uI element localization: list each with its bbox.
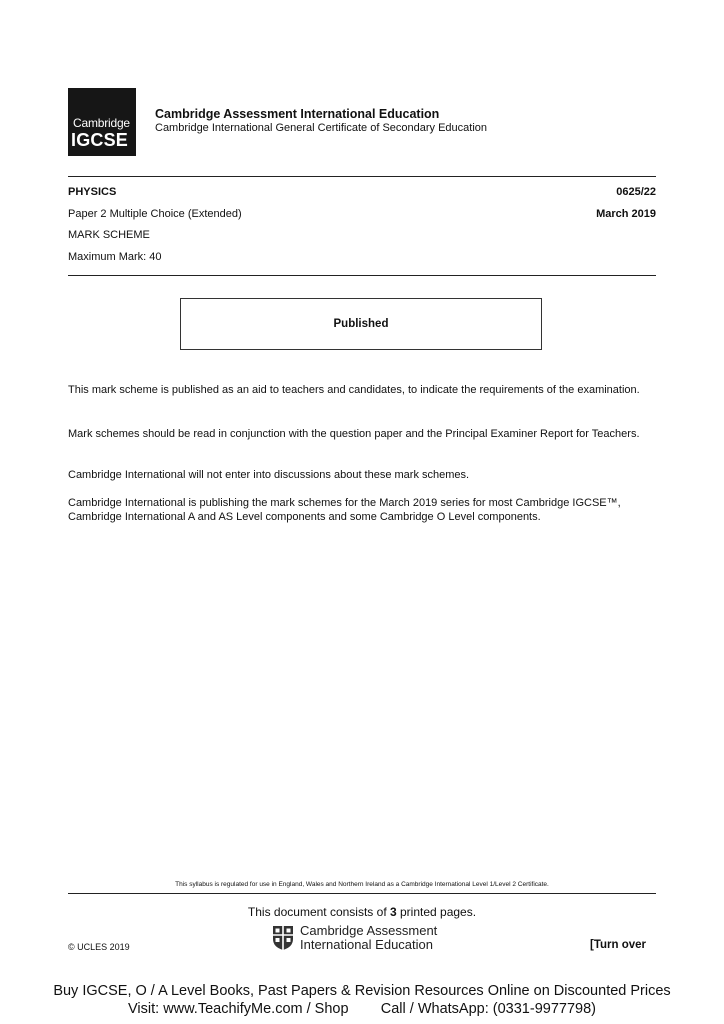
footer-divider — [68, 893, 656, 894]
cambridge-igcse-logo — [68, 88, 136, 156]
logo-line-1: Cambridge — [73, 116, 130, 130]
turn-over: [Turn over — [590, 939, 647, 951]
pages-count: 3 — [389, 905, 397, 919]
regulation-note: This syllabus is regulated for use in England, Wales and Northern Ireland as a Cambridge International Level 1/Level 2 Certificate. — [175, 881, 549, 888]
copyright: © UCLES 2019 — [68, 942, 130, 952]
paragraph-discussions: Cambridge International will not enter into discussions about these mark schemes. — [68, 469, 470, 481]
cambridge-assessment-logo — [272, 924, 437, 952]
pages-prefix: This document consists of — [247, 905, 390, 919]
page-count-statement — [0, 905, 724, 919]
paper-title: Paper 2 Multiple Choice (Extended) — [68, 208, 242, 220]
published-status-box — [180, 298, 542, 350]
document-type: MARK SCHEME — [68, 229, 150, 241]
advert-line-1: Buy IGCSE, O / A Level Books, Past Papers & Revision Resources Online on Discounted Prices — [53, 983, 671, 999]
advert-line-2: Visit: www.TeachifyMe.com / Shop Call / WhatsApp: (0331-9977798) — [128, 1001, 596, 1017]
certificate-name: Cambridge International General Certificate of Secondary Education — [155, 122, 488, 134]
logo-line-international-education: International Education — [300, 937, 433, 952]
header-divider — [68, 275, 656, 276]
subject: PHYSICS — [68, 186, 117, 198]
exam-session: March 2019 — [596, 208, 656, 220]
organisation-name: Cambridge Assessment International Education — [155, 107, 440, 121]
paragraph-conjunction: Mark schemes should be read in conjunction with the question paper and the Principal Examiner Report for Teachers. — [68, 428, 640, 440]
logo-line-2: IGCSE — [71, 130, 129, 150]
crest-icon — [272, 925, 294, 951]
top-divider — [68, 176, 656, 177]
pages-suffix: printed pages. — [396, 905, 477, 919]
paragraph-series: Cambridge International is publishing the mark schemes for the March 2019 series for most Cambridge IGCSE™, Cambridge International A and AS Level components and some Cambridge O Level components. — [68, 497, 621, 523]
paper-code: 0625/22 — [616, 186, 656, 198]
maximum-mark: Maximum Mark: 40 — [68, 251, 162, 263]
paragraph-purpose: This mark scheme is published as an aid to teachers and candidates, to indicate the requirements of the examination. — [68, 384, 640, 396]
published-label: Published — [333, 318, 389, 330]
logo-line-cambridge-assessment: Cambridge Assessment — [300, 923, 438, 938]
